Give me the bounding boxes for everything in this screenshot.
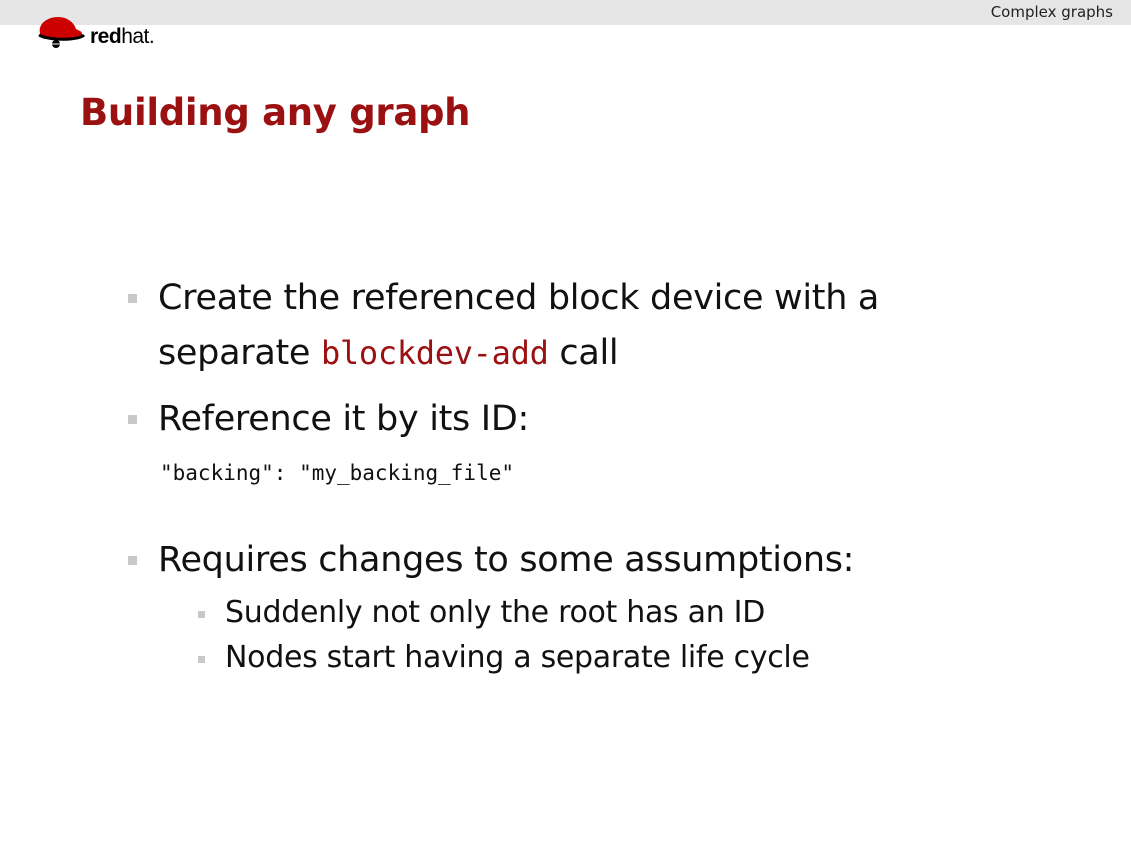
blockdev-add-code: blockdev-add	[320, 334, 549, 372]
bullet-marker	[128, 294, 137, 303]
bullet3-subitem: Suddenly not only the root has an ID	[225, 595, 765, 630]
redhat-logo	[36, 13, 186, 55]
bullet1-prefix: separate	[158, 333, 321, 373]
redhat-wordmark: redhat.	[90, 25, 155, 48]
bullet3-text: Requires changes to some assumptions:	[158, 540, 855, 580]
bullet2-text: Reference it by its ID:	[158, 399, 529, 439]
sub-bullet-marker	[198, 656, 205, 663]
slide-title: Building any graph	[80, 91, 471, 134]
redhat-shadowman-icon	[36, 13, 88, 49]
backing-code-example: "backing": "my_backing_file"	[160, 461, 515, 485]
section-title: Complex graphs	[990, 3, 1113, 21]
bullet1-line2	[158, 333, 618, 373]
bullet1-line1: Create the referenced block device with a	[158, 278, 880, 318]
bullet1-suffix: call	[548, 333, 619, 373]
bullet3-subitem: Nodes start having a separate life cycle	[225, 640, 810, 675]
sub-bullet-marker	[198, 611, 205, 618]
bullet-marker	[128, 415, 137, 424]
bullet-marker	[128, 556, 137, 565]
